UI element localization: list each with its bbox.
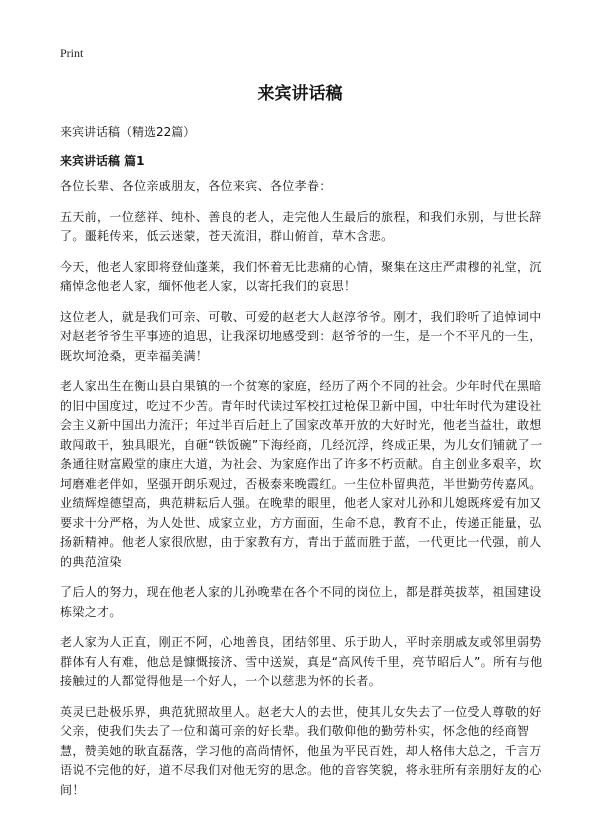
paragraph-greeting: 各位长辈、各位亲戚朋友，各位来宾、各位孝眷： [60,179,332,193]
section-heading: 来宾讲话稿 篇1 [60,154,145,168]
article-body [60,177,548,811]
paragraph-life-story: 老人家出生在衡山县白果镇的一个贫寒的家庭，经历了两个不同的社会。少年时代在黑暗的旧中国度过，吃过不少苦。青年时代读过军校扛过枪保卫新中国，中壮年时代为建设社会主义新中国出力流汗；年过半百后赶上了国家改革开放的大好时光，他老当益壮，敢想敢闯敢干，独具眼光，自砸“铁饭碗”下海经商，几经沉浮，终成正果，为儿女们铺就了一条通往财富殿堂的康庄大道，为社会、为家庭作出了许多不朽贡献。自主创业多艰辛，坎坷磨难老伴如，坚强开朗乐观过，否极泰来晚霞红。一生位朴留典范，半世勤劳传嘉风。业绩辉煌德望高，典范耕耘后人强。在晚辈的眼里，他老人家对儿孙和儿媳既疼爱有加又要求十分严格，为人处世、成家立业，方方面面，生命不息，教育不止，传递正能量，弘扬新精神。他老人家很欣慰，由于家教有方，青出于蓝而胜于蓝，一代更比一代强，前人的典范渲染 [60,379,543,569]
paragraph-remembrance: 英灵已赴极乐界，典范犹照故里人。赵老大人的去世，使其儿女失去了一位受人尊敬的好父亲，使我们失去了一位和蔼可亲的好长辈。我们敬仰他的勤劳朴实，怀念他的经商智慧，赞美她的耿直磊落，学习他的高尚情怀，他虽为平民百姓，却人格伟大总之，千言万语说不完他的好，道不尽我们对他无穷的思念。他的音容笑貌，将永驻所有亲朋好友的心间！ [60,704,542,797]
document-subtitle: 来宾讲话稿（精选22篇） [60,125,196,139]
paragraph-descendants: 了后人的努力，现在他老人家的儿孙晚辈在各个不同的岗位上，都是群英拔萃，祖国建设栋梁之才。 [60,585,542,619]
paragraph-introduction: 这位老人，就是我们可亲、可敬、可爱的赵老大人赵淳爷爷。刚才，我们聆听了追悼词中对赵老爷爷生平事迹的追思，让我深切地感受到：赵爷爷的一生，是一个不平凡的一生，既坎坷沧桑，更幸福美满！ [60,309,542,363]
print-link[interactable]: Print [60,46,84,60]
page-title: 来宾讲话稿 [257,84,343,104]
paragraph-character: 老人家为人正直，刚正不阿，心地善良，团结邻里、乐于助人，平时亲朋戚友或邻里弱势群体有人有难，他总是慷慨接济、雪中送炭，真是“高风传千里，亮节昭后人”。所有与他接触过的人都觉得他是一个好人，一个以慈悲为怀的长者。 [60,635,543,688]
paragraph-gathering: 今天，他老人家即将登仙蓬莱，我们怀着无比悲痛的心情，聚集在这庄严肃穆的礼堂，沉痛悼念他老人家，缅怀他老人家，以寄托我们的哀思！ [60,259,542,293]
paragraph-passing: 五天前，一位慈祥、纯朴、善良的老人，走完他人生最后的旅程，和我们永别，与世长辞了。噩耗传来，低云迷蒙，苍天流泪，群山俯首，草木含悲。 [60,209,542,243]
